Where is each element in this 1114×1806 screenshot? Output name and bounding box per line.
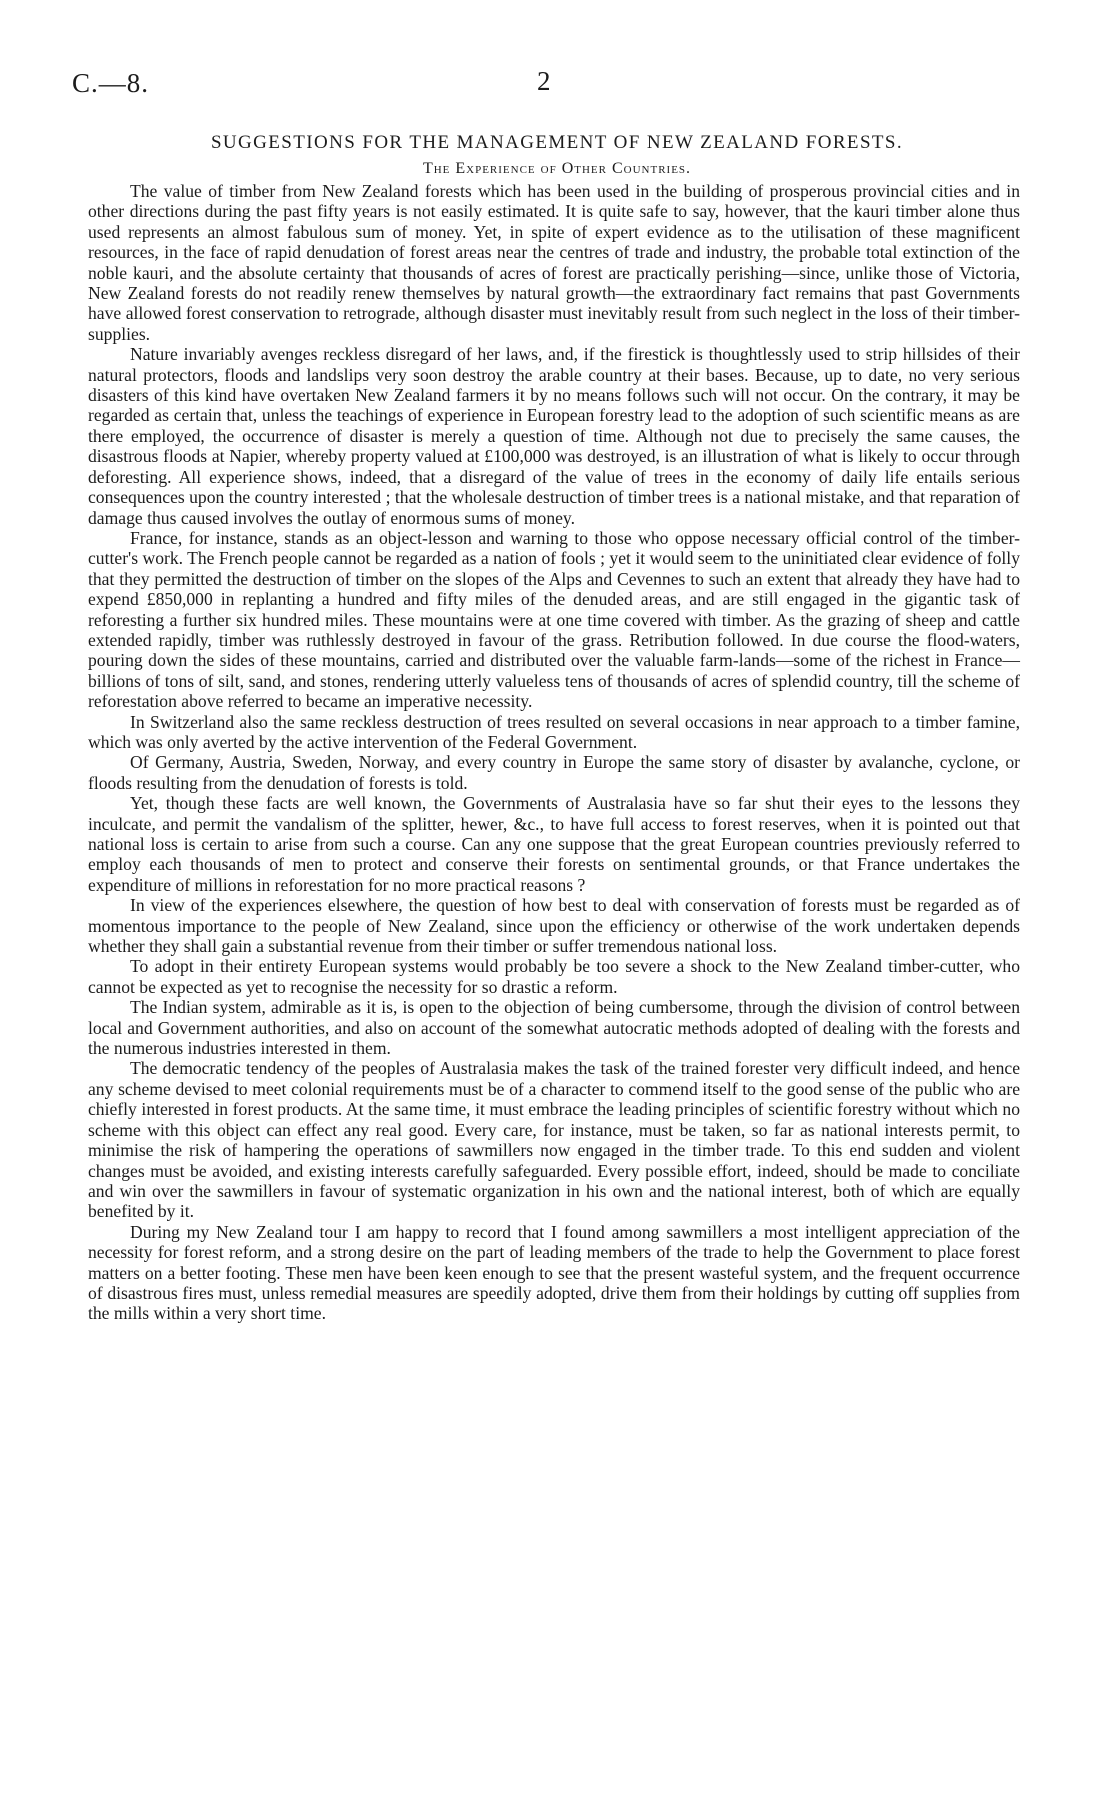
paragraph-germany: Of Germany, Austria, Sweden, Norway, and every country in Europe the same story of disaster by avalanche, cyclone, or floods resulting from the denudation of forests is told. <box>88 752 1020 793</box>
document-reference: C.—8. <box>72 68 150 98</box>
paragraph-democratic-tendency: The democratic tendency of the peoples of Australasia makes the task of the trained forester very difficult indeed, and hence any scheme devised to meet colonial requirements must be of a character to commend itself to the good sense of the public who are chiefly interested in forest products. At the same time, it must embrace the leading principles of scientific forestry without which no scheme with this object can effect any real good. Every care, for instance, must be taken, so far as national interests permit, to minimise the risk of hampering the operations of sawmillers now engaged in the timber trade. To this end sudden and violent changes must be avoided, and existing interests carefully safeguarded. Every possible effort, indeed, should be made to conciliate and win over the sawmillers in favour of systematic organization in his own and the national interest, both of which are equally benefited by it. <box>88 1058 1020 1222</box>
section-subtitle: The Experience of Other Countries. <box>422 160 692 177</box>
paragraph-indian-system: The Indian system, admirable as it is, is open to the objection of being cumbersome, through the division of control between local and Government authorities, and also on account of the somewhat autocratic methods adopted of dealing with the forests and the numerous industries interested in them. <box>88 997 1020 1059</box>
page-number: 2 <box>537 66 551 96</box>
paragraph-timber-value: The value of timber from New Zealand forests which has been used in the building of prosperous provincial cities and in other directions during the past fifty years is not easily estimated. It is quite safe to say, however, that the kauri timber alone thus used represents an almost fabulous sum of money. Yet, in spite of expert evidence as to the utilisation of these magnificent resources, in the face of rapid denudation of forest areas near the centres of trade and industry, the probable total extinction of the noble kauri, and the absolute certainty that thousands of acres of forest are practically perishing—since, unlike those of Victoria, New Zealand forests do not readily renew themselves by natural growth—the extraordinary fact remains that past Governments have allowed forest conservation to retrograde, although disaster must inevitably result from such neglect in the loss of their timber-supplies. <box>88 181 1020 344</box>
paragraph-tour: During my New Zealand tour I am happy to record that I found among sawmillers a most intelligent appreciation of the necessity for forest reform, and a strong desire on the part of leading members of the trade to help the Government to place forest matters on a better footing. These men have been keen enough to see that the present wasteful system, and the frequent occurrence of disastrous fires must, unless remedial measures are speedily adopted, drive them from their holdings by cutting off supplies from the mills within a very short time. <box>88 1221 1020 1324</box>
paragraph-momentous-importance: In view of the experiences elsewhere, the question of how best to deal with conservation of forests must be regarded as of momentous importance to the people of New Zealand, since upon the efficiency or otherwise of the work undertaken depends whether they shall gain a substantial revenue from their timber or suffer tremendous national loss. <box>88 895 1020 957</box>
paragraph-france: France, for instance, stands as an object-lesson and warning to those who oppose necessary official control of the timber-cutter's work. The French people cannot be regarded as a nation of fools ; yet it would seem to the uninitiated clear evidence of folly that they permitted the destruction of timber on the slopes of the Alps and Cevennes to such an extent that already they have had to expend £850,000 in replanting a hundred and fifty miles of the denuded areas, and are still engaged in the gigantic task of reforesting a further six hundred miles. These mountains were at one time covered with timber. As the grazing of sheep and cattle extended rapidly, timber was ruthlessly destroyed in favour of the grass. Retribution followed. In due course the flood-waters, pouring down the sides of these mountains, carried and distributed over the valuable farm-lands—some of the richest in France—billions of tons of silt, sand, and stones, rendering utterly valueless tens of thousands of acres of splendid country, till the scheme of reforestation above referred to became an imperative necessity. <box>88 527 1020 712</box>
paragraph-nature-avenges: Nature invariably avenges reckless disregard of her laws, and, if the firestick is thoughtlessly used to strip hillsides of their natural protectors, floods and landslips very soon destroy the arable country at their bases. Because, up to date, no very serious disasters of this kind have overtaken New Zealand farmers it by no means follows such will not occur. On the contrary, it may be regarded as certain that, unless the teachings of experience in European forestry lead to the adoption of such scientific means as are there employed, the occurrence of disaster is merely a question of time. Although not due to precisely the same causes, the disastrous floods at Napier, whereby property valued at £100,000 was destroyed, is an illustration of what is likely to occur through deforesting. All experience shows, indeed, that a disregard of the value of trees in the economy of daily life entails serious consequences upon the country interested ; that the wholesale destruction of timber trees is a national mistake, and that reparation of damage thus caused involves the outlay of enormous sums of money. <box>88 344 1020 528</box>
page-title: SUGGESTIONS FOR THE MANAGEMENT OF NEW ZEALAND FORESTS. <box>210 132 904 153</box>
paragraph-switzerland: In Switzerland also the same reckless destruction of trees resulted on several occasions in near approach to a timber famine, which was only averted by the active intervention of the Federal Government. <box>88 711 1020 752</box>
paragraph-european-systems: To adopt in their entirety European systems would probably be too severe a shock to the New Zealand timber-cutter, who cannot be expected as yet to recognise the necessity for so drastic a reform. <box>88 956 1020 997</box>
paragraph-australasia: Yet, though these facts are well known, the Governments of Australasia have so far shut their eyes to the lessons they inculcate, and permit the vandalism of the splitter, hewer, &c., to have full access to forest reserves, when it is pointed out that national loss is certain to arise from such a course. Can any one suppose that the great European countries previously referred to employ each thousands of men to protect and conserve their forests on sentimental grounds, or that France undertakes the expenditure of millions in reforestation for no more practical reasons ? <box>88 793 1020 895</box>
body-text <box>88 181 1020 1324</box>
